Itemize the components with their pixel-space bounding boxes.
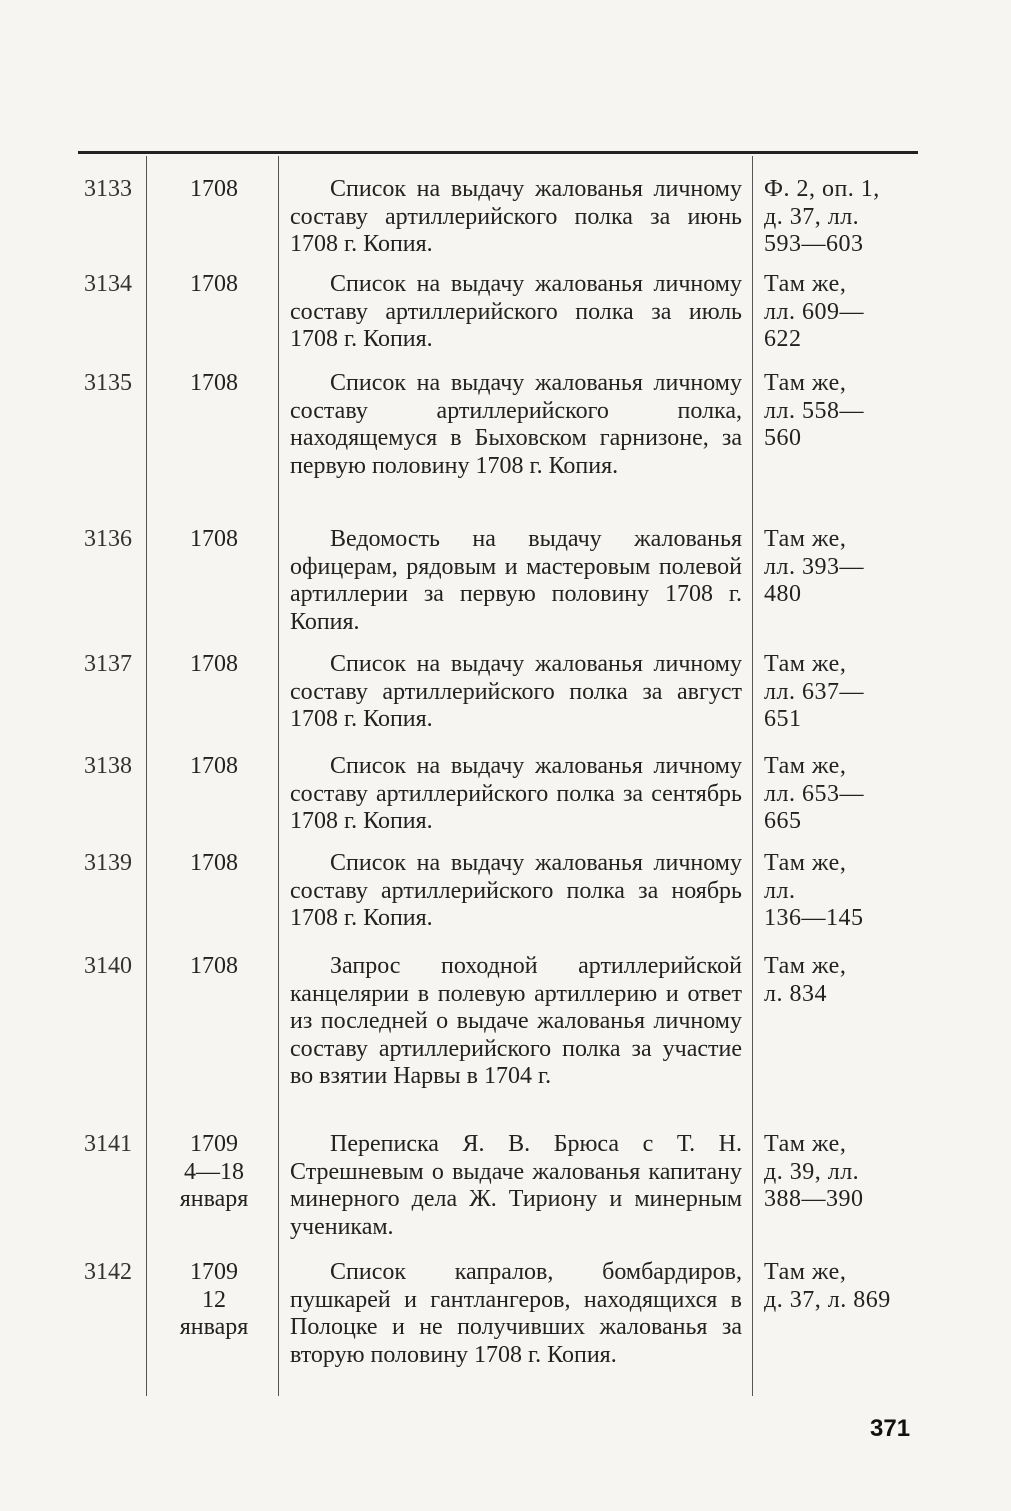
entry-date: 1708	[190, 753, 238, 779]
entry-description: Список на выдачу жалованья личному составу артиллерийского полка за июнь 1708 г. Копия.	[290, 176, 742, 257]
entry-number: 3140	[84, 953, 132, 979]
entry-number: 3138	[84, 753, 132, 779]
entry-description: Ведомость на выдачу жалованья офицерам, рядовым и мастеровым полевой артиллерии за первую половину 1708 г. Копия.	[290, 526, 742, 635]
entry-date: 1708	[190, 176, 238, 202]
entry-description: Список на выдачу жалованья личному составу артиллерийского полка, находящемуся в Быховском гарнизоне, за первую половину 1708 г. Копия.	[290, 370, 742, 479]
column-divider	[752, 156, 753, 1396]
entry-date: 1709 12 января	[179, 1259, 249, 1340]
entry-date: 1708	[190, 370, 238, 396]
entry-number: 3142	[84, 1259, 132, 1285]
entry-date: 1708	[190, 850, 238, 876]
entry-reference: Там же, лл. 393— 480	[764, 526, 864, 607]
page-number: 371	[870, 1415, 911, 1442]
entry-description: Список на выдачу жалованья личному составу артиллерийского полка за ноябрь 1708 г. Копия.	[290, 850, 742, 931]
entry-reference: Ф. 2, оп. 1, д. 37, лл. 593—603	[764, 176, 880, 257]
entry-description: Запрос походной артиллерийской канцелярии в полевую артиллерию и ответ из последней о выдаче жалованья личному составу артиллерийского полка за участие во взятии Нарвы в 1704 г.	[290, 953, 742, 1089]
entry-description: Список капралов, бомбардиров, пушкарей и гантлангеров, находящихся в Полоцке и не получивших жалованья за вторую половину 1708 г. Копия.	[290, 1259, 742, 1368]
entry-date: 1708	[190, 526, 238, 552]
entry-reference: Там же, д. 37, л. 869	[764, 1259, 891, 1313]
entry-date: 1709 4—18 января	[179, 1131, 249, 1212]
entry-number: 3139	[84, 850, 132, 876]
entry-number: 3134	[84, 271, 132, 297]
entry-reference: Там же, л. 834	[764, 953, 847, 1007]
entry-number: 3136	[84, 526, 132, 552]
entry-description: Переписка Я. В. Брюса с Т. Н. Стрешневым о выдаче жалованья капитану минерного дела Ж. Тириону и минерным ученикам.	[290, 1131, 742, 1240]
entry-date: 1708	[190, 953, 238, 979]
entry-description: Список на выдачу жалованья личному составу артиллерийского полка за август 1708 г. Копия.	[290, 651, 742, 732]
entry-number: 3133	[84, 176, 132, 202]
table-top-rule	[78, 151, 918, 154]
entry-date: 1708	[190, 271, 238, 297]
entry-number: 3135	[84, 370, 132, 396]
entry-reference: Там же, лл. 637— 651	[764, 651, 864, 732]
entry-reference: Там же, лл. 653— 665	[764, 753, 864, 834]
entry-number: 3137	[84, 651, 132, 677]
entry-reference: Там же, лл. 609— 622	[764, 271, 864, 352]
column-divider	[278, 156, 279, 1396]
entry-reference: Там же, д. 39, лл. 388—390	[764, 1131, 864, 1212]
entry-reference: Там же, лл. 136—145	[764, 850, 864, 931]
entry-number: 3141	[84, 1131, 132, 1157]
column-divider	[146, 156, 147, 1396]
entry-reference: Там же, лл. 558— 560	[764, 370, 864, 451]
entry-description: Список на выдачу жалованья личному составу артиллерийского полка за сентябрь 1708 г. Копия.	[290, 753, 742, 834]
entry-description: Список на выдачу жалованья личному составу артиллерийского полка за июль 1708 г. Копия.	[290, 271, 742, 352]
entry-date: 1708	[190, 651, 238, 677]
